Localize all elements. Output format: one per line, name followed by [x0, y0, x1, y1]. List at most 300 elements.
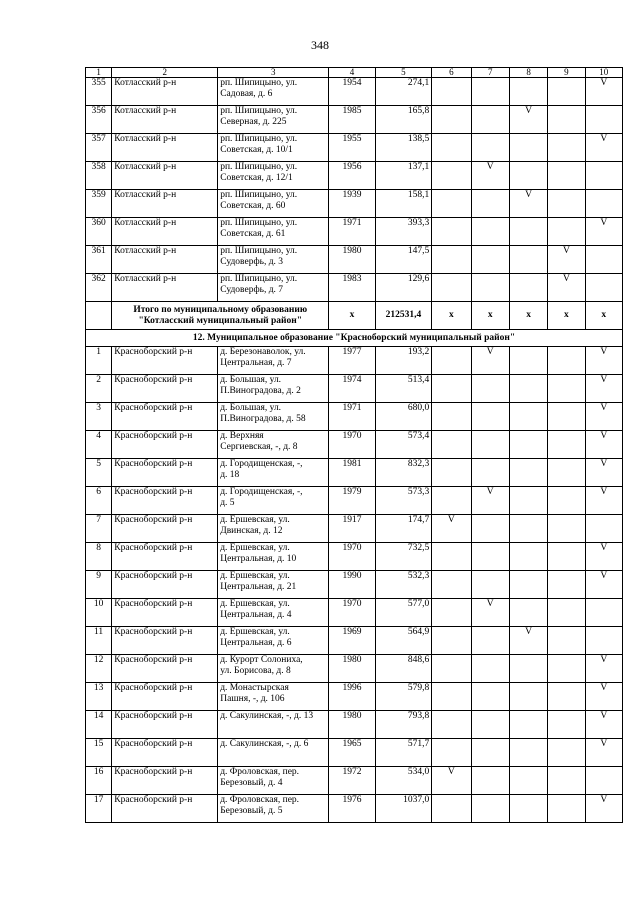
- mark-cell-c9: [548, 655, 585, 683]
- year-cell: 1939: [329, 190, 375, 218]
- section-title-row: [86, 330, 623, 347]
- table-row: [86, 403, 623, 431]
- district-cell: Котласский р-н: [112, 134, 218, 162]
- mark-cell-c7: [471, 375, 509, 403]
- total-row: [86, 302, 623, 330]
- area-cell: 513,4: [375, 375, 432, 403]
- mark-cell-c8: [509, 134, 547, 162]
- year-cell: 1980: [329, 711, 375, 739]
- area-cell: 174,7: [375, 515, 432, 543]
- mark-cell-c9: [548, 711, 585, 739]
- mark-cell-c10: V: [585, 487, 622, 515]
- mark-cell-c7: [471, 459, 509, 487]
- mark-cell-c8: [509, 375, 547, 403]
- year-cell: 1965: [329, 739, 375, 767]
- column-number: 4: [329, 68, 375, 78]
- row-number: 355: [86, 78, 112, 106]
- column-number: 7: [471, 68, 509, 78]
- mark-cell-c8: [509, 543, 547, 571]
- mark-cell-c10: V: [585, 218, 622, 246]
- table-row: [86, 683, 623, 711]
- mark-cell-c6: [432, 739, 471, 767]
- district-cell: Котласский р-н: [112, 246, 218, 274]
- total-c10: x: [585, 302, 622, 330]
- mark-cell-c9: [548, 431, 585, 459]
- year-cell: 1985: [329, 106, 375, 134]
- area-cell: 1037,0: [375, 795, 432, 823]
- district-cell: Красноборский р-н: [112, 487, 218, 515]
- row-number: 6: [86, 487, 112, 515]
- row-number: 3: [86, 403, 112, 431]
- mark-cell-c7: [471, 134, 509, 162]
- year-cell: 1969: [329, 627, 375, 655]
- table-row: [86, 218, 623, 246]
- mark-cell-c8: [509, 431, 547, 459]
- mark-cell-c7: V: [471, 347, 509, 375]
- area-cell: 165,8: [375, 106, 432, 134]
- district-cell: Котласский р-н: [112, 106, 218, 134]
- area-cell: 193,2: [375, 347, 432, 375]
- district-cell: Котласский р-н: [112, 274, 218, 302]
- area-cell: 832,3: [375, 459, 432, 487]
- mark-cell-c8: [509, 274, 547, 302]
- year-cell: 1954: [329, 78, 375, 106]
- area-cell: 793,8: [375, 711, 432, 739]
- table-row: [86, 375, 623, 403]
- district-cell: Котласский р-н: [112, 190, 218, 218]
- mark-cell-c10: [585, 767, 622, 795]
- area-cell: 571,7: [375, 739, 432, 767]
- mark-cell-c9: [548, 190, 585, 218]
- table-row: [86, 627, 623, 655]
- mark-cell-c10: [585, 599, 622, 627]
- mark-cell-c7: [471, 711, 509, 739]
- mark-cell-c10: V: [585, 711, 622, 739]
- mark-cell-c6: [432, 134, 471, 162]
- mark-cell-c9: [548, 767, 585, 795]
- year-cell: 1917: [329, 515, 375, 543]
- mark-cell-c7: V: [471, 487, 509, 515]
- mark-cell-c7: [471, 795, 509, 823]
- row-number: 359: [86, 190, 112, 218]
- mark-cell-c9: [548, 347, 585, 375]
- total-c7: x: [471, 302, 509, 330]
- year-cell: 1955: [329, 134, 375, 162]
- mark-cell-c10: [585, 106, 622, 134]
- mark-cell-c8: [509, 515, 547, 543]
- table-row: [86, 543, 623, 571]
- year-cell: 1979: [329, 487, 375, 515]
- year-cell: 1976: [329, 795, 375, 823]
- mark-cell-c9: [548, 599, 585, 627]
- total-c8: x: [509, 302, 547, 330]
- mark-cell-c10: V: [585, 739, 622, 767]
- district-cell: Красноборский р-н: [112, 459, 218, 487]
- row-number: 361: [86, 246, 112, 274]
- mark-cell-c6: [432, 627, 471, 655]
- address-cell: рп. Шипицыно, ул. Северная, д. 225: [218, 106, 329, 134]
- row-number: 5: [86, 459, 112, 487]
- mark-cell-c8: [509, 683, 547, 711]
- year-cell: 1971: [329, 218, 375, 246]
- mark-cell-c8: [509, 711, 547, 739]
- area-cell: 848,6: [375, 655, 432, 683]
- mark-cell-c8: [509, 78, 547, 106]
- address-cell: д. Городищенская, -, д. 5: [218, 487, 329, 515]
- area-cell: 393,3: [375, 218, 432, 246]
- mark-cell-c6: [432, 431, 471, 459]
- row-number: 10: [86, 599, 112, 627]
- year-cell: 1983: [329, 274, 375, 302]
- mark-cell-c10: V: [585, 655, 622, 683]
- district-cell: Красноборский р-н: [112, 571, 218, 599]
- mark-cell-c7: [471, 655, 509, 683]
- mark-cell-c7: [471, 767, 509, 795]
- mark-cell-c9: [548, 218, 585, 246]
- row-number: 13: [86, 683, 112, 711]
- district-cell: Красноборский р-н: [112, 543, 218, 571]
- year-cell: 1956: [329, 162, 375, 190]
- mark-cell-c6: [432, 106, 471, 134]
- year-cell: 1981: [329, 459, 375, 487]
- table-row: [86, 190, 623, 218]
- row-number: 8: [86, 543, 112, 571]
- row-number: 362: [86, 274, 112, 302]
- row-number: 4: [86, 431, 112, 459]
- mark-cell-c10: V: [585, 543, 622, 571]
- area-cell: 158,1: [375, 190, 432, 218]
- district-cell: Красноборский р-н: [112, 347, 218, 375]
- column-number: 6: [432, 68, 471, 78]
- table-row: [86, 78, 623, 106]
- mark-cell-c8: [509, 599, 547, 627]
- mark-cell-c8: [509, 162, 547, 190]
- table-row: [86, 739, 623, 767]
- mark-cell-c9: [548, 627, 585, 655]
- table-row: [86, 571, 623, 599]
- district-cell: Красноборский р-н: [112, 655, 218, 683]
- area-cell: 573,3: [375, 487, 432, 515]
- column-number: 8: [509, 68, 547, 78]
- mark-cell-c6: [432, 683, 471, 711]
- address-cell: д. Большая, ул. П.Виноградова, д. 58: [218, 403, 329, 431]
- row-number: 356: [86, 106, 112, 134]
- mark-cell-c6: [432, 218, 471, 246]
- total-c5: 212531,4: [375, 302, 432, 330]
- mark-cell-c9: [548, 739, 585, 767]
- mark-cell-c6: [432, 403, 471, 431]
- row-number: 358: [86, 162, 112, 190]
- address-cell: д. Ершевская, ул. Центральная, д. 10: [218, 543, 329, 571]
- mark-cell-c10: V: [585, 134, 622, 162]
- year-cell: 1977: [329, 347, 375, 375]
- district-cell: Красноборский р-н: [112, 683, 218, 711]
- row-number: 2: [86, 375, 112, 403]
- district-cell: Красноборский р-н: [112, 599, 218, 627]
- address-cell: д. Ершевская, ул. Центральная, д. 6: [218, 627, 329, 655]
- year-cell: 1980: [329, 655, 375, 683]
- year-cell: 1971: [329, 403, 375, 431]
- total-empty-cell: [86, 302, 112, 330]
- row-number: 16: [86, 767, 112, 795]
- mark-cell-c9: V: [548, 246, 585, 274]
- district-cell: Котласский р-н: [112, 218, 218, 246]
- page-number: 348: [311, 38, 329, 52]
- table-row: [86, 655, 623, 683]
- district-cell: Красноборский р-н: [112, 795, 218, 823]
- address-cell: рп. Шипицыно, ул. Судоверфь, д. 7: [218, 274, 329, 302]
- address-cell: рп. Шипицыно, ул. Судоверфь, д. 3: [218, 246, 329, 274]
- table-row: [86, 274, 623, 302]
- column-number-row: [86, 68, 623, 78]
- mark-cell-c8: [509, 767, 547, 795]
- mark-cell-c6: [432, 246, 471, 274]
- district-cell: Красноборский р-н: [112, 711, 218, 739]
- table-row: [86, 599, 623, 627]
- column-number: 9: [548, 68, 585, 78]
- year-cell: 1970: [329, 599, 375, 627]
- area-cell: 573,4: [375, 431, 432, 459]
- area-cell: 532,3: [375, 571, 432, 599]
- mark-cell-c7: [471, 403, 509, 431]
- mark-cell-c8: [509, 739, 547, 767]
- mark-cell-c9: [548, 162, 585, 190]
- address-cell: рп. Шипицыно, ул. Садовая, д. 6: [218, 78, 329, 106]
- mark-cell-c9: [548, 795, 585, 823]
- mark-cell-c10: V: [585, 431, 622, 459]
- mark-cell-c8: V: [509, 627, 547, 655]
- mark-cell-c9: [548, 487, 585, 515]
- table-row: [86, 246, 623, 274]
- mark-cell-c6: V: [432, 515, 471, 543]
- mark-cell-c8: [509, 795, 547, 823]
- mark-cell-c6: [432, 571, 471, 599]
- mark-cell-c7: V: [471, 162, 509, 190]
- area-cell: 579,8: [375, 683, 432, 711]
- address-cell: д. Большая, ул. П.Виноградова, д. 2: [218, 375, 329, 403]
- mark-cell-c8: [509, 459, 547, 487]
- address-cell: д. Верхняя Сергиевская, -, д. 8: [218, 431, 329, 459]
- area-cell: 147,5: [375, 246, 432, 274]
- table-row: [86, 767, 623, 795]
- mark-cell-c6: [432, 347, 471, 375]
- row-number: 7: [86, 515, 112, 543]
- area-cell: 138,5: [375, 134, 432, 162]
- mark-cell-c7: [471, 571, 509, 599]
- mark-cell-c6: [432, 78, 471, 106]
- table-row: [86, 431, 623, 459]
- row-number: 357: [86, 134, 112, 162]
- mark-cell-c7: [471, 431, 509, 459]
- table-row: [86, 106, 623, 134]
- mark-cell-c6: [432, 190, 471, 218]
- area-cell: 274,1: [375, 78, 432, 106]
- address-cell: д. Ершевская, ул. Двинская, д. 12: [218, 515, 329, 543]
- mark-cell-c10: V: [585, 459, 622, 487]
- mark-cell-c7: [471, 739, 509, 767]
- mark-cell-c8: [509, 487, 547, 515]
- mark-cell-c8: V: [509, 106, 547, 134]
- mark-cell-c9: [548, 571, 585, 599]
- address-cell: д. Монастырская Пашня, -, д. 106: [218, 683, 329, 711]
- total-label: Итого по муниципальному образованию "Котласский муниципальный район": [112, 302, 329, 330]
- row-number: 9: [86, 571, 112, 599]
- mark-cell-c9: [548, 134, 585, 162]
- column-number: 3: [218, 68, 329, 78]
- mark-cell-c6: [432, 599, 471, 627]
- address-cell: рп. Шипицыно, ул. Советская, д. 12/1: [218, 162, 329, 190]
- mark-cell-c9: [548, 459, 585, 487]
- area-cell: 680,0: [375, 403, 432, 431]
- mark-cell-c10: V: [585, 571, 622, 599]
- mark-cell-c10: V: [585, 375, 622, 403]
- mark-cell-c10: [585, 190, 622, 218]
- mark-cell-c10: V: [585, 78, 622, 106]
- mark-cell-c7: [471, 190, 509, 218]
- mark-cell-c7: V: [471, 599, 509, 627]
- mark-cell-c7: [471, 515, 509, 543]
- total-c4: x: [329, 302, 375, 330]
- address-cell: д. Городищенская, -, д. 18: [218, 459, 329, 487]
- mark-cell-c10: V: [585, 683, 622, 711]
- mark-cell-c6: V: [432, 767, 471, 795]
- mark-cell-c8: [509, 218, 547, 246]
- address-cell: д. Ершевская, ул. Центральная, д. 4: [218, 599, 329, 627]
- mark-cell-c7: [471, 246, 509, 274]
- table-row: [86, 487, 623, 515]
- column-number: 10: [585, 68, 622, 78]
- mark-cell-c10: V: [585, 795, 622, 823]
- mark-cell-c6: [432, 487, 471, 515]
- mark-cell-c9: [548, 403, 585, 431]
- area-cell: 732,5: [375, 543, 432, 571]
- row-number: 1: [86, 347, 112, 375]
- address-cell: д. Сакулинская, -, д. 13: [218, 711, 329, 739]
- mark-cell-c6: [432, 162, 471, 190]
- mark-cell-c10: [585, 515, 622, 543]
- table-row: [86, 459, 623, 487]
- mark-cell-c8: [509, 655, 547, 683]
- row-number: 17: [86, 795, 112, 823]
- year-cell: 1996: [329, 683, 375, 711]
- mark-cell-c8: V: [509, 190, 547, 218]
- area-cell: 564,9: [375, 627, 432, 655]
- mark-cell-c6: [432, 459, 471, 487]
- mark-cell-c8: [509, 347, 547, 375]
- mark-cell-c8: [509, 246, 547, 274]
- address-cell: д. Сакулинская, -, д. 6: [218, 739, 329, 767]
- row-number: 11: [86, 627, 112, 655]
- row-number: 360: [86, 218, 112, 246]
- table-row: [86, 134, 623, 162]
- section-title: 12. Муниципальное образование "Красноборский муниципальный район": [86, 330, 623, 347]
- area-cell: 137,1: [375, 162, 432, 190]
- address-cell: рп. Шипицыно, ул. Советская, д. 10/1: [218, 134, 329, 162]
- mark-cell-c8: [509, 403, 547, 431]
- address-cell: д. Фроловская, пер. Березовый, д. 5: [218, 795, 329, 823]
- year-cell: 1970: [329, 543, 375, 571]
- mark-cell-c10: [585, 162, 622, 190]
- address-cell: рп. Шипицыно, ул. Советская, д. 60: [218, 190, 329, 218]
- mark-cell-c10: V: [585, 347, 622, 375]
- column-number: 5: [375, 68, 432, 78]
- district-cell: Красноборский р-н: [112, 767, 218, 795]
- mark-cell-c10: [585, 627, 622, 655]
- row-number: 14: [86, 711, 112, 739]
- mark-cell-c7: [471, 106, 509, 134]
- district-cell: Красноборский р-н: [112, 375, 218, 403]
- year-cell: 1972: [329, 767, 375, 795]
- district-cell: Красноборский р-н: [112, 627, 218, 655]
- column-number: 1: [86, 68, 112, 78]
- address-cell: д. Березонаволок, ул. Центральная, д. 7: [218, 347, 329, 375]
- mark-cell-c7: [471, 683, 509, 711]
- district-cell: Котласский р-н: [112, 78, 218, 106]
- mark-cell-c7: [471, 543, 509, 571]
- row-number: 12: [86, 655, 112, 683]
- table-row: [86, 347, 623, 375]
- table-row: [86, 795, 623, 823]
- mark-cell-c10: [585, 246, 622, 274]
- mark-cell-c7: [471, 274, 509, 302]
- mark-cell-c9: [548, 106, 585, 134]
- table-row: [86, 162, 623, 190]
- table-row: [86, 711, 623, 739]
- mark-cell-c6: [432, 274, 471, 302]
- row-number: 15: [86, 739, 112, 767]
- district-cell: Красноборский р-н: [112, 515, 218, 543]
- mark-cell-c6: [432, 655, 471, 683]
- district-cell: Красноборский р-н: [112, 403, 218, 431]
- mark-cell-c6: [432, 711, 471, 739]
- area-cell: 577,0: [375, 599, 432, 627]
- mark-cell-c9: [548, 375, 585, 403]
- address-cell: д. Курорт Солониха, ул. Борисова, д. 8: [218, 655, 329, 683]
- total-c6: x: [432, 302, 471, 330]
- table-row: [86, 515, 623, 543]
- mark-cell-c6: [432, 795, 471, 823]
- mark-cell-c9: [548, 683, 585, 711]
- column-number: 2: [112, 68, 218, 78]
- year-cell: 1974: [329, 375, 375, 403]
- mark-cell-c9: [548, 78, 585, 106]
- mark-cell-c9: V: [548, 274, 585, 302]
- mark-cell-c7: [471, 627, 509, 655]
- mark-cell-c6: [432, 375, 471, 403]
- mark-cell-c7: [471, 78, 509, 106]
- mark-cell-c6: [432, 543, 471, 571]
- address-cell: д. Фроловская, пер. Березовый, д. 4: [218, 767, 329, 795]
- mark-cell-c8: [509, 571, 547, 599]
- district-cell: Красноборский р-н: [112, 739, 218, 767]
- mark-cell-c9: [548, 543, 585, 571]
- total-c9: x: [548, 302, 585, 330]
- district-cell: Котласский р-н: [112, 162, 218, 190]
- year-cell: 1990: [329, 571, 375, 599]
- mark-cell-c7: [471, 218, 509, 246]
- address-cell: рп. Шипицыно, ул. Советская, д. 61: [218, 218, 329, 246]
- mark-cell-c10: [585, 274, 622, 302]
- year-cell: 1980: [329, 246, 375, 274]
- area-cell: 534,0: [375, 767, 432, 795]
- address-cell: д. Ершевская, ул. Центральная, д. 21: [218, 571, 329, 599]
- mark-cell-c9: [548, 515, 585, 543]
- mark-cell-c10: V: [585, 403, 622, 431]
- district-cell: Красноборский р-н: [112, 431, 218, 459]
- housing-register-table: [85, 67, 623, 823]
- year-cell: 1970: [329, 431, 375, 459]
- area-cell: 129,6: [375, 274, 432, 302]
